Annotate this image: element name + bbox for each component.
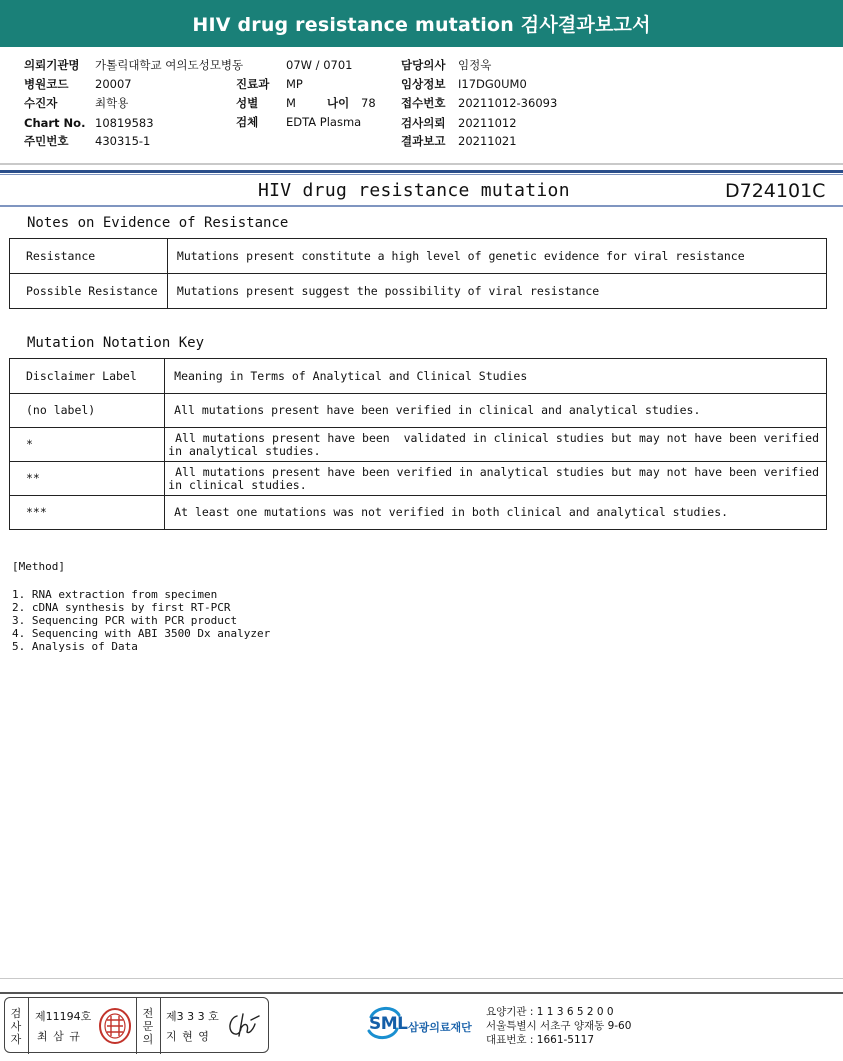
- specialist-license-no: 제3 3 3 호: [166, 1010, 219, 1023]
- evidence-term: Possible Resistance: [10, 274, 168, 309]
- org-address: 서울특별시 서초구 양재동 9-60: [486, 1020, 632, 1032]
- method-step: 1. RNA extraction from specimen: [12, 588, 218, 601]
- footer-divider: [0, 978, 843, 979]
- notation-label: (no label): [10, 394, 165, 428]
- inspector-label-char: 검: [10, 1006, 22, 1020]
- official-seal-icon: [97, 1006, 133, 1046]
- inspector-vertical-label: [5, 998, 27, 1054]
- specialist-label-char: 의: [142, 1032, 154, 1046]
- patient-value: 최학용: [95, 96, 129, 110]
- table-row: [10, 428, 827, 462]
- table-row: [10, 239, 827, 274]
- title-band-bottom-rule: [0, 205, 843, 207]
- info-divider: [0, 163, 843, 165]
- method-step: 5. Analysis of Data: [12, 640, 138, 653]
- doctor-label: 담당의사: [401, 58, 446, 72]
- notation-meaning: At least one mutations was not verified in both clinical and analytical studies.: [165, 496, 827, 530]
- table-row: [10, 496, 827, 530]
- id-value: 430315-1: [95, 134, 151, 148]
- evidence-term: Resistance: [10, 239, 168, 274]
- hospital-code-value: 20007: [95, 77, 132, 91]
- chart-no-value: 10819583: [95, 116, 154, 130]
- evidence-table: [9, 238, 827, 309]
- report-code: D724101C: [725, 180, 826, 202]
- inspector-license-no: 제11194호: [35, 1010, 92, 1023]
- notation-meaning-line: All mutations present have been verified in analytical studies but may not have been verified: [168, 464, 819, 479]
- notation-label: *: [10, 428, 165, 462]
- report-date-label: 결과보고: [401, 134, 446, 148]
- method-list: [12, 588, 270, 653]
- specimen-label: 검체: [236, 115, 259, 129]
- age-value: 78: [361, 96, 376, 110]
- notation-label: ***: [10, 496, 165, 530]
- patient-info-block: [0, 47, 843, 161]
- notation-meaning-line: in clinical studies.: [168, 477, 307, 492]
- specialist-name: 지 현 영: [166, 1030, 210, 1043]
- dept-label: 진료과: [236, 77, 270, 91]
- doctor-value: 임정욱: [458, 58, 492, 72]
- specialist-label-char: 문: [142, 1019, 154, 1033]
- notation-table: [9, 358, 827, 530]
- request-value: 20211012: [458, 116, 517, 130]
- table-row: [10, 462, 827, 496]
- signature-icon: [223, 1010, 263, 1040]
- dept-value: MP: [286, 77, 303, 91]
- method-step: 4. Sequencing with ABI 3500 Dx analyzer: [12, 627, 271, 640]
- notation-meaning: [165, 428, 827, 462]
- care-institution-code: 요양기관 : 1 1 3 6 5 2 0 0: [486, 1006, 614, 1018]
- report-date-value: 20211021: [458, 134, 517, 148]
- method-heading: [Method]: [12, 560, 65, 573]
- table-row: [10, 394, 827, 428]
- report-header-title: HIV drug resistance mutation 검사결과보고서: [192, 14, 651, 36]
- institution-label: 의뢰기관명: [24, 58, 80, 72]
- sex-value: M: [286, 96, 296, 110]
- inspector-label-char: 사: [10, 1019, 22, 1033]
- notation-meaning: Meaning in Terms of Analytical and Clinical Studies: [165, 359, 827, 394]
- specialist-vertical-label: [137, 998, 159, 1054]
- sex-label: 성별: [236, 96, 259, 110]
- footer-rule: [0, 992, 843, 994]
- inspector-label-char: 자: [10, 1032, 22, 1046]
- ward-value: 07W / 0701: [286, 58, 353, 72]
- notation-meaning: All mutations present have been verified in clinical and analytical studies.: [165, 394, 827, 428]
- evidence-desc: Mutations present suggest the possibility of viral resistance: [167, 274, 826, 309]
- signature-stamp-box: [4, 997, 269, 1053]
- title-band-top-rule-thin: [0, 174, 843, 175]
- notation-label: **: [10, 462, 165, 496]
- stamp-divider: [160, 998, 161, 1054]
- id-label: 주민번호: [24, 134, 69, 148]
- patient-label: 수진자: [24, 96, 58, 110]
- institution-value: 가톨릭대학교 여의도성모병동: [95, 58, 244, 72]
- method-step: 3. Sequencing PCR with PCR product: [12, 614, 238, 627]
- sml-logo-text: SML: [369, 1014, 408, 1034]
- receipt-label: 접수번호: [401, 96, 446, 110]
- inspector-name: 최 삼 규: [37, 1030, 81, 1043]
- clinical-label: 임상정보: [401, 77, 446, 91]
- method-step: 2. cDNA synthesis by first RT-PCR: [12, 601, 231, 614]
- clinical-value: I17DG0UM0: [458, 77, 527, 91]
- notation-meaning-line: All mutations present have been validated in clinical studies but may not have been verified: [168, 430, 819, 445]
- evidence-heading: Notes on Evidence of Resistance: [27, 215, 289, 231]
- table-row: [10, 359, 827, 394]
- age-label: 나이: [327, 96, 350, 110]
- org-name: 삼광의료재단: [408, 1021, 472, 1034]
- notation-meaning-line: in analytical studies.: [168, 443, 321, 458]
- org-phone: 대표번호 : 1661-5117: [486, 1034, 595, 1046]
- specimen-value: EDTA Plasma: [286, 115, 362, 129]
- chart-no-label: Chart No.: [24, 116, 86, 130]
- stamp-divider: [28, 998, 29, 1054]
- table-row: [10, 274, 827, 309]
- title-band-top-rule: [0, 170, 843, 173]
- hospital-code-label: 병원코드: [24, 77, 69, 91]
- receipt-value: 20211012-36093: [458, 96, 558, 110]
- request-label: 검사의뢰: [401, 116, 446, 130]
- notation-heading: Mutation Notation Key: [27, 335, 205, 351]
- specialist-label-char: 전: [142, 1006, 154, 1020]
- evidence-desc: Mutations present constitute a high level of genetic evidence for viral resistance: [167, 239, 826, 274]
- notation-label: Disclaimer Label: [10, 359, 165, 394]
- report-title: HIV drug resistance mutation: [258, 180, 570, 201]
- notation-meaning: [165, 462, 827, 496]
- report-header: [0, 0, 843, 47]
